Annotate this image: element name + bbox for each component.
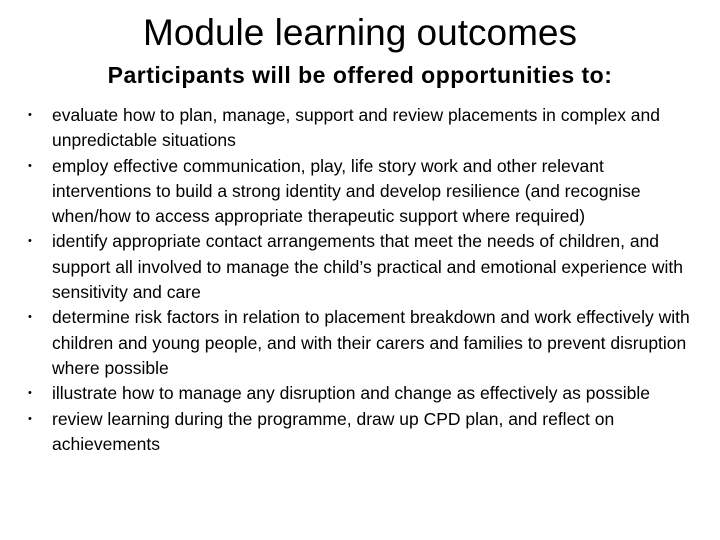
slide-subtitle: Participants will be offered opportunities to: [107, 62, 613, 88]
outcome-item [24, 381, 704, 406]
bullet-icon: • [28, 109, 32, 121]
outcome-item [24, 229, 704, 305]
outcome-text: review learning during the programme, draw up CPD plan, and reflect on achievements [52, 408, 615, 454]
outcome-text: employ effective communication, play, life story work and other relevant interventions to build a strong identity and develop resilience (and recognise when/how to access appropriate therapeutic support where required) [52, 155, 641, 227]
outcome-text: determine risk factors in relation to placement breakdown and work effectively with children and young people, and with their carers and families to prevent disruption where possible [52, 307, 690, 378]
bullet-icon: • [28, 387, 32, 400]
outcome-text: illustrate how to manage any disruption and change as effectively as possible [52, 383, 650, 404]
outcome-text: identify appropriate contact arrangements that meet the needs of children, and support all involved to manage the child’s practical and emotional experience with sensitivity and care [52, 231, 684, 303]
bullet-icon: • [28, 159, 32, 172]
outcomes-list [24, 103, 704, 457]
outcome-item [24, 407, 704, 458]
outcome-item [24, 103, 704, 154]
slide-title: Module learning outcomes [143, 12, 577, 53]
outcome-item [24, 154, 704, 230]
outcome-item [24, 305, 704, 381]
outcome-text: evaluate how to plan, manage, support and review placements in complex and unpredictable situations [52, 105, 661, 151]
bullet-icon: • [28, 311, 32, 324]
bullet-icon: • [28, 412, 32, 425]
bullet-icon: • [28, 235, 32, 248]
